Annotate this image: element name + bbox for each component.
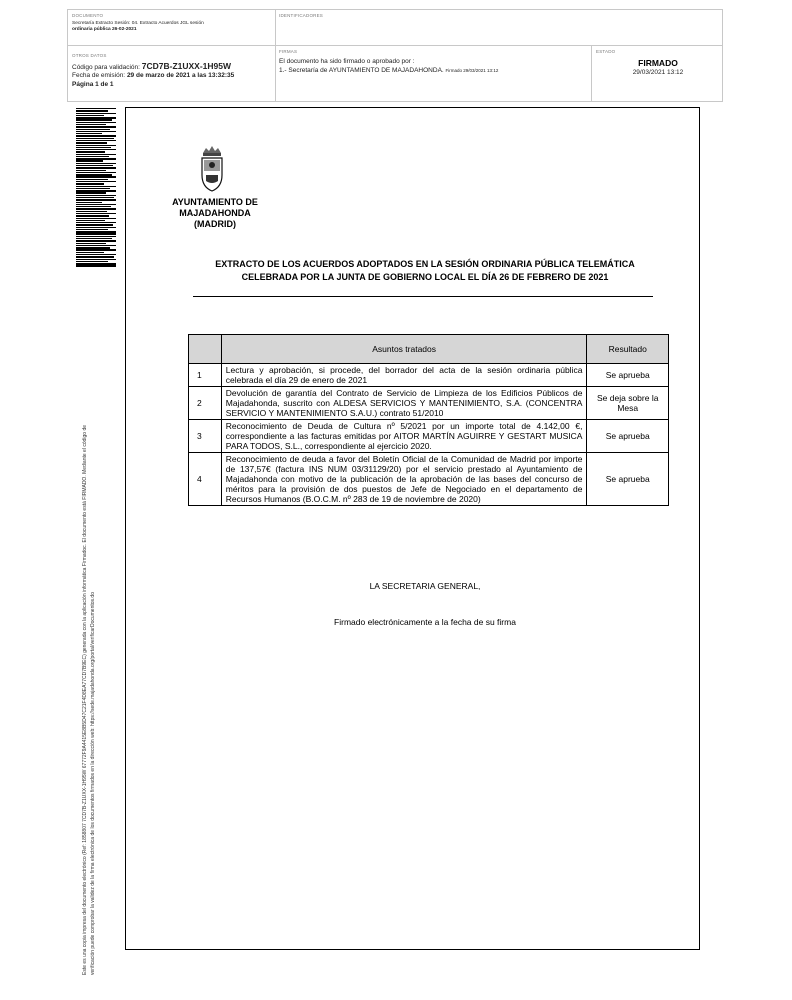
row-resultado: Se aprueba [587, 364, 669, 387]
barcode-stripe [76, 140, 116, 141]
firmas-line2-prefix: 1.- Secretaría de AYUNTAMIENTO DE MAJADAHONDA. [279, 67, 444, 74]
barcode-stripe [76, 195, 116, 196]
identificadores-label: IDENTIFICADORES [279, 13, 324, 18]
barcode-stripe [76, 254, 116, 255]
barcode-stripe [76, 220, 105, 221]
barcode-stripe [76, 151, 105, 152]
row-number: 1 [189, 364, 222, 387]
barcode-stripe [76, 108, 116, 109]
barcode-stripe [76, 263, 116, 264]
document-title-line1: EXTRACTO DE LOS ACUERDOS ADOPTADOS EN LA SESIÓN ORDINARIA PÚBLICA TELEMÁTICA [215, 259, 635, 269]
barcode-stripe [76, 245, 116, 246]
barcode-stripe [76, 135, 116, 136]
side-verification-text-line2: verificación puede comprobar la validez de la firma electrónica de los documentos firmados en la dirección web: https://sede.majadahonda.org/portal/verificarDocumentos.do [90, 592, 96, 975]
document-title-line2: CELEBRADA POR LA JUNTA DE GOBIERNO LOCAL EL DÍA 26 DE FEBRERO DE 2021 [241, 272, 609, 282]
table-header-num [189, 335, 222, 364]
barcode-stripe [76, 227, 116, 228]
organization-name-line1: AYUNTAMIENTO DE [172, 197, 258, 207]
documento-label: DOCUMENTO [72, 13, 104, 18]
barcode-stripe [76, 122, 116, 123]
row-asunto: Devolución de garantía del Contrato de Servicio de Limpieza de los Edificios Públicos de Majadahonda, suscrito con ALDESA SERVICIOS Y MANTENIMIENTO, S.A. (CONCENTRA SERVICIO Y MANTENIMIENTO S.A.U.) contrato 51/2010 [221, 387, 587, 420]
barcode-stripe [76, 115, 104, 116]
barcode-stripe [76, 199, 116, 200]
barcode-stripe [76, 192, 106, 193]
barcode-stripe [76, 163, 116, 164]
barcode-stripe [76, 119, 112, 120]
estado-value: FIRMADO [638, 58, 678, 68]
barcode-stripe [76, 252, 104, 253]
documento-value [72, 21, 204, 33]
table-row [189, 453, 669, 506]
firmas-label: FIRMAS [279, 49, 298, 54]
barcode-stripe [76, 206, 111, 207]
barcode-stripe [76, 117, 116, 118]
fecha-emision-value: 29 de marzo de 2021 a las 13:32:35 [126, 72, 235, 79]
estado-fecha: 29/03/2021 13:12 [632, 69, 684, 76]
barcode-stripe [76, 174, 112, 175]
fecha-emision [72, 72, 234, 80]
fecha-emision-prefix: Fecha de emisión: [72, 72, 126, 79]
table-header-row [189, 335, 669, 364]
row-resultado: Se aprueba [587, 420, 669, 453]
barcode-stripe [76, 113, 116, 114]
barcode-stripe [76, 240, 116, 241]
barcode-stripe [76, 188, 110, 189]
row-asunto: Reconocimiento de deuda a favor del Boletín Oficial de la Comunidad de Madrid por importe de 137,57€ (factura INS NUM 03/31129/20) por el servicio prestado al Ayuntamiento de Majadahonda con motivo de la publicación de la aprobación de las bases del concurso de méritos para la provisión de dos puestos de Jefe de Negociado en el departamento de Recursos Humanos (B.O.C.M. nº 283 de 19 de noviembre de 2020) [221, 453, 587, 506]
barcode-stripe [76, 208, 116, 209]
barcode-stripe [76, 213, 116, 214]
secretaria-general: LA SECRETARIA GENERAL, [369, 581, 481, 591]
barcode-stripe [76, 190, 116, 191]
barcode-stripe [76, 131, 116, 132]
barcode-stripe [76, 259, 116, 260]
firmas-line2 [279, 67, 498, 75]
documento-value-line2: ordinaria pública 26-02-2021 [72, 27, 137, 32]
barcode-stripe [76, 147, 111, 148]
firmas-line1: El documento ha sido firmado o aprobado por : [279, 58, 415, 65]
barcode-stripe [76, 126, 116, 127]
barcode-stripe [76, 172, 116, 173]
barcode-stripe [76, 124, 106, 125]
organization-name [150, 197, 280, 230]
header-divider-vertical-1 [275, 9, 276, 102]
barcode-stripe [76, 138, 114, 139]
row-number: 2 [189, 387, 222, 420]
barcode-stripe [76, 211, 107, 212]
firmado-electronicamente: Firmado electrónicamente a la fecha de su firma [334, 617, 516, 627]
barcode-stripe [76, 183, 104, 184]
barcode-stripe [76, 156, 109, 157]
row-number: 4 [189, 453, 222, 506]
estado-label: ESTADO [596, 49, 616, 54]
barcode-stripe [76, 261, 108, 262]
barcode [76, 108, 116, 280]
barcode-stripe [76, 233, 116, 234]
row-resultado: Se aprueba [587, 453, 669, 506]
barcode-stripe [76, 165, 113, 166]
barcode-stripe [76, 179, 108, 180]
coat-of-arms-icon [197, 145, 227, 193]
barcode-stripe [76, 204, 116, 205]
title-separator [193, 296, 653, 297]
otros-datos-label: OTROS DATOS [72, 53, 107, 58]
document-title [185, 258, 665, 284]
codigo-validacion-value: 7CD7B-Z1UXX-1H95W [141, 61, 232, 71]
barcode-stripe [76, 170, 106, 171]
acuerdos-table [188, 334, 669, 506]
barcode-stripe [76, 222, 116, 223]
barcode-stripe [76, 110, 108, 111]
codigo-validacion-prefix: Código para validación: [72, 64, 140, 71]
barcode-stripe [76, 238, 112, 239]
barcode-stripe [76, 158, 116, 159]
barcode-stripe [76, 133, 102, 134]
side-verification-text-line1: Este es una copia impresa del documento electrónico (Ref: 1858807 7CD7B-Z1UXX-1H95W 67772F9A4415E8B5D47C21F4D8EA77CD7B9EC) generada con la aplicación informática Firmadoc. El documento está FIRMADO. Mediante el código de [82, 424, 88, 975]
row-resultado: Se deja sobre la Mesa [587, 387, 669, 420]
table-header-asuntos: Asuntos tratados [221, 335, 587, 364]
codigo-validacion [72, 62, 231, 72]
table-row [189, 387, 669, 420]
header-divider-vertical-2 [591, 45, 592, 102]
barcode-stripe [76, 197, 114, 198]
barcode-stripe [76, 149, 116, 150]
barcode-stripe [76, 236, 116, 237]
barcode-stripe [76, 265, 116, 266]
barcode-stripe [76, 142, 107, 143]
barcode-stripe [76, 154, 116, 155]
row-asunto: Lectura y aprobación, si procede, del borrador del acta de la sesión ordinaria pública celebrada el día 29 de enero de 2021 [221, 364, 587, 387]
barcode-stripe [76, 247, 110, 248]
barcode-stripe [76, 231, 116, 232]
table-row [189, 420, 669, 453]
barcode-stripe [76, 202, 102, 203]
barcode-stripe [76, 229, 108, 230]
row-asunto: Reconocimiento de Deuda de Cultura nº 5/2021 por un importe total de 4.142,00 €, correspondiente a las facturas emitidas por AITOR MARTÍN AGUIRRE Y GESTART MUSICA PARA TODOS, S.L., correspondiente al ejercicio 2020. [221, 420, 587, 453]
table-header-resultado: Resultado [587, 335, 669, 364]
barcode-stripe [76, 167, 116, 168]
pagina-info: Página 1 de 1 [72, 81, 114, 88]
barcode-stripe [76, 160, 103, 161]
barcode-stripe [76, 176, 116, 177]
barcode-stripe [76, 215, 109, 216]
barcode-stripe [76, 256, 114, 257]
header-divider-horizontal [67, 45, 723, 46]
organization-name-line3: (MADRID) [194, 219, 236, 229]
barcode-stripe [76, 186, 116, 187]
row-number: 3 [189, 420, 222, 453]
barcode-stripe [76, 224, 113, 225]
barcode-stripe [76, 181, 116, 182]
barcode-stripe [76, 145, 116, 146]
documento-value-line1: Secretaría Extracto Sesión: 04. Extracto Acuerdos JGL sesión [72, 21, 204, 26]
barcode-stripe [76, 249, 116, 250]
firmas-line2-suffix: Firmado 29/03/2021 13:12 [445, 68, 499, 73]
barcode-stripe [76, 218, 116, 219]
barcode-stripe [76, 129, 110, 130]
table-row [189, 364, 669, 387]
document-frame [125, 107, 700, 950]
organization-name-line2: MAJADAHONDA [179, 208, 251, 218]
barcode-stripe [76, 243, 106, 244]
